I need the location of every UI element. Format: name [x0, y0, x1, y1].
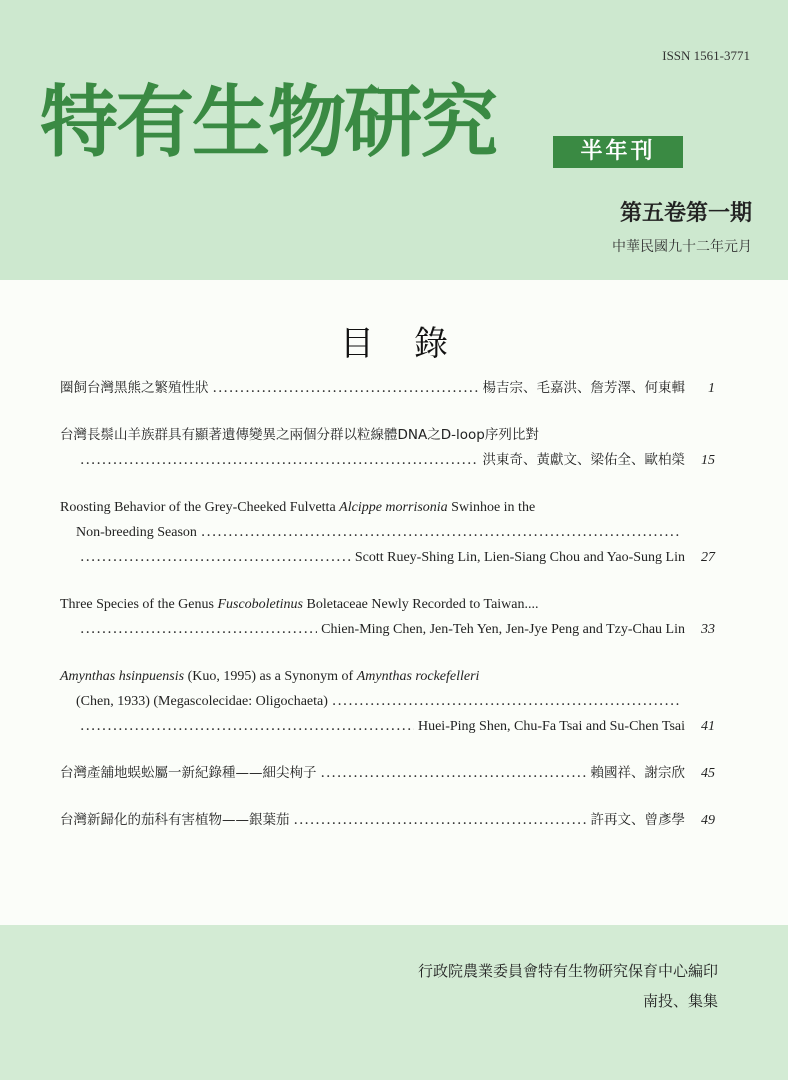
- entry-authors: 楊吉宗、毛嘉洪、詹芳澤、何東輯: [482, 380, 685, 396]
- entry-title: Three Species of the Genus Fuscoboletinus Boletaceae Newly Recorded to Taiwan....: [60, 597, 539, 612]
- entry-title: 圈飼台灣黑熊之繁殖性狀: [60, 380, 209, 396]
- table-of-contents: [60, 376, 715, 855]
- entry-title: Roosting Behavior of the Grey-Cheeked Fulvetta Alcippe morrisonia Swinhoe in the: [60, 500, 536, 515]
- journal-title: 特有生物研究: [40, 78, 497, 168]
- leader-dots: [321, 761, 587, 786]
- leader-dots: [201, 520, 681, 545]
- entry-title: 台灣新歸化的茄科有害植物——銀葉茄: [60, 812, 290, 828]
- toc-entry: [60, 808, 715, 833]
- entry-page: 1: [708, 381, 715, 396]
- toc-heading: 目錄: [340, 324, 488, 364]
- publisher-location: 南投、集集: [642, 992, 718, 1010]
- toc-entry: [60, 495, 715, 570]
- toc-entry: [60, 592, 715, 642]
- toc-entry: [60, 761, 715, 786]
- toc-entry: [60, 376, 715, 401]
- leader-dots: [80, 545, 351, 570]
- leader-dots: [332, 689, 681, 714]
- entry-page: 41: [701, 719, 715, 734]
- entry-title: 台灣產舖地蜈蚣屬一新紀錄種——細尖栒子: [60, 765, 317, 781]
- entry-authors: 洪東奇、黃獻文、梁佑全、歐柏榮: [482, 452, 685, 468]
- entry-authors: Chien-Ming Chen, Jen-Teh Yen, Jen-Jye Peng and Tzy-Chau Lin: [321, 622, 685, 637]
- entry-title-continued: Non-breeding Season: [76, 525, 197, 540]
- leader-dots: [80, 448, 479, 473]
- leader-dots: [80, 714, 414, 739]
- leader-dots: [294, 808, 587, 833]
- volume-issue: 第五卷第一期: [619, 200, 752, 226]
- issn: ISSN 1561-3771: [662, 48, 750, 63]
- entry-authors: 賴國祥、謝宗欣: [590, 765, 685, 781]
- publication-date: 中華民國九十二年元月: [612, 239, 752, 255]
- entry-title: Amynthas hsinpuensis (Kuo, 1995) as a Synonym of Amynthas rockefelleri: [60, 669, 480, 684]
- entry-authors: Scott Ruey-Shing Lin, Lien-Siang Chou and Yao-Sung Lin: [354, 550, 685, 565]
- entry-authors: Huei-Ping Shen, Chu-Fa Tsai and Su-Chen Tsai: [417, 719, 685, 734]
- entry-page: 49: [701, 813, 715, 828]
- toc-entry: [60, 423, 715, 473]
- entry-title-continued: (Chen, 1933) (Megascolecidae: Oligochaeta): [76, 694, 328, 709]
- entry-title: 台灣長鬃山羊族群具有顯著遺傳變異之兩個分群以粒線體DNA之D-loop序列比對: [60, 427, 539, 443]
- entry-page: 15: [701, 453, 715, 468]
- entry-authors: 許再文、曾彥學: [590, 812, 685, 828]
- toc-entry: [60, 664, 715, 739]
- leader-dots: [213, 376, 479, 401]
- entry-page: 45: [701, 766, 715, 781]
- entry-page: 27: [701, 550, 715, 565]
- entry-page: 33: [701, 622, 715, 637]
- leader-dots: [80, 617, 317, 642]
- frequency-badge: 半年刊: [553, 136, 683, 168]
- publisher: 行政院農業委員會特有生物研究保育中心編印: [417, 962, 718, 980]
